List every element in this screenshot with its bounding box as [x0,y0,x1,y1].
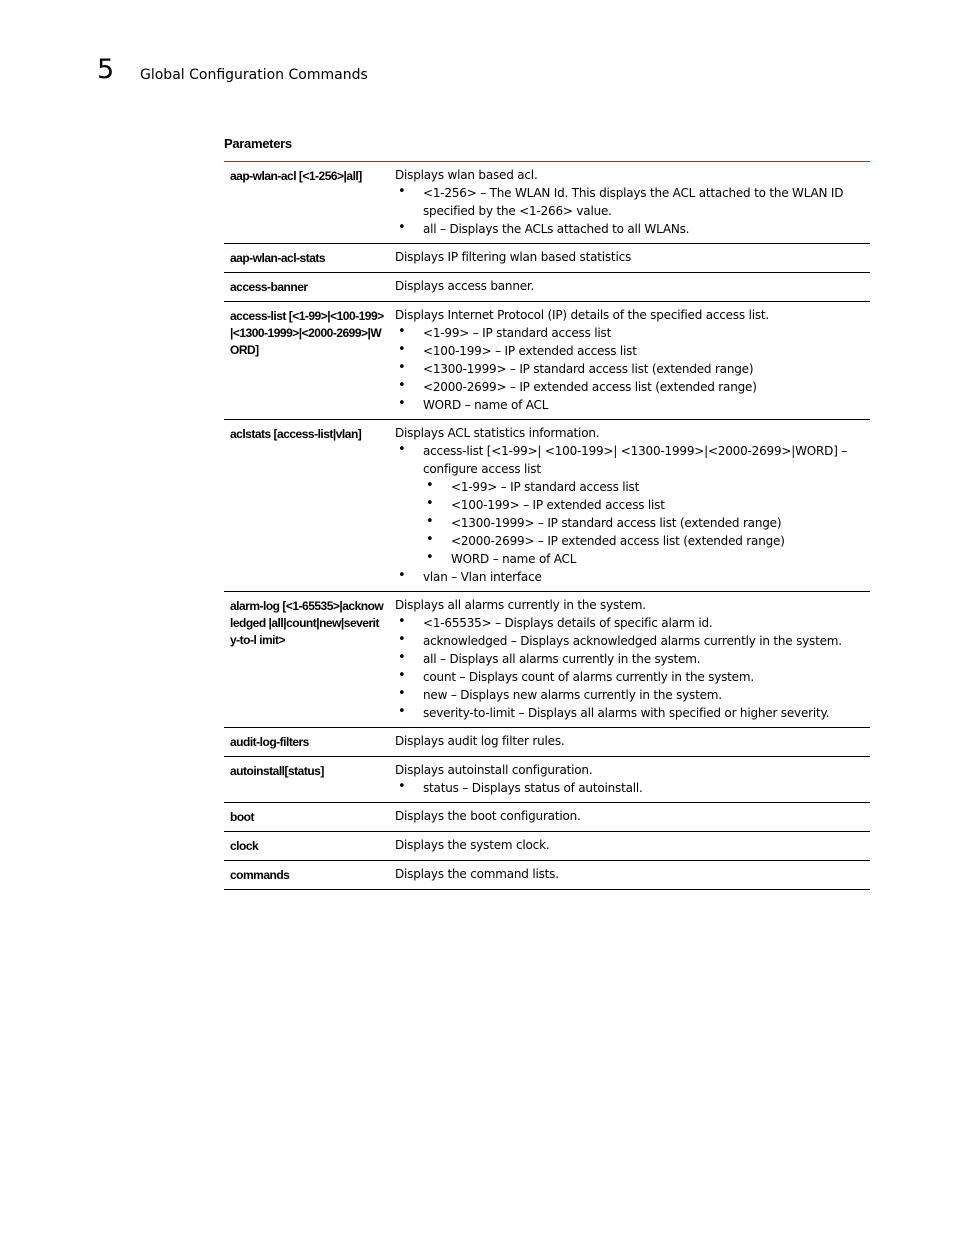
sub-list-item: • <1300-1999> – IP standard access list (extended range) [395,514,870,532]
description-text: Displays audit log filter rules. [395,734,565,748]
list-item: • new – Displays new alarms currently in the system. [395,686,870,704]
parameters-table [224,161,870,890]
list-item: • vlan – Vlan interface [395,568,870,586]
table-row [224,832,870,861]
command-description [389,731,870,751]
table-row [224,757,870,803]
list-item: • <2000-2699> – IP extended access list (extended range) [395,378,870,396]
description-text: Displays wlan based acl. [395,168,538,182]
command-name: clock [230,839,259,853]
command-name: alarm-log [<1-65535>|acknowledged |all|count|new|severity-to-l imit> [230,599,384,647]
table-row [224,273,870,302]
description-text: Displays Internet Protocol (IP) details of the specified access list. [395,308,770,322]
section-heading: Parameters [224,136,292,151]
sub-bullet-list [395,478,870,568]
bullet-list [395,324,870,414]
description-text: Displays the command lists. [395,867,559,881]
list-item: • severity-to-limit – Displays all alarms with specified or higher severity. [395,704,870,722]
description-text: Displays access banner. [395,279,535,293]
command-name: access-list [<1-99>|<100-199>|<1300-1999>|<2000-2699>|WORD] [230,309,384,357]
list-item: • acknowledged – Displays acknowledged alarms currently in the system. [395,632,870,650]
table-row [224,244,870,273]
list-item: • <1-99> – IP standard access list [395,324,870,342]
command-name: autoinstall[status] [230,764,324,778]
chapter-title: Global Configuration Commands [140,67,368,83]
command-name: boot [230,810,254,824]
description-text: Displays ACL statistics information. [395,426,600,440]
list-item: • <1-65535> – Displays details of specific alarm id. [395,614,870,632]
bullet-list [395,614,870,722]
sub-list-item: • <2000-2699> – IP extended access list (extended range) [395,532,870,550]
list-item: • all – Displays the ACLs attached to all WLANs. [395,220,870,238]
bullet-list [395,442,870,478]
bullet-list [395,568,870,586]
description-text: Displays IP filtering wlan based statistics [395,250,632,264]
table-row [224,162,870,244]
sub-list-item: • <1-99> – IP standard access list [395,478,870,496]
sub-list-item: • <100-199> – IP extended access list [395,496,870,514]
command-description [389,835,870,855]
table-row [224,861,870,890]
command-description [389,806,870,826]
command-description [389,165,870,238]
description-text: Displays the boot configuration. [395,809,581,823]
list-item: • <1300-1999> – IP standard access list (extended range) [395,360,870,378]
command-description [389,247,870,267]
command-name: aap-wlan-acl-stats [230,251,326,265]
table-row [224,803,870,832]
command-name: audit-log-filters [230,735,309,749]
description-text: Displays all alarms currently in the system. [395,598,646,612]
description-text: Displays autoinstall configuration. [395,763,593,777]
chapter-number: 5 [97,54,115,85]
list-item: • <100-199> – IP extended access list [395,342,870,360]
list-item: • <1-256> – The WLAN Id. This displays the ACL attached to the WLAN ID specified by the <1-266> value. [395,184,870,220]
command-description [389,864,870,884]
command-name: access-banner [230,280,308,294]
command-description [389,595,870,722]
command-description [389,423,870,586]
description-text: Displays the system clock. [395,838,550,852]
list-item: • WORD – name of ACL [395,396,870,414]
list-item: • all – Displays all alarms currently in the system. [395,650,870,668]
list-item: • status – Displays status of autoinstall. [395,779,870,797]
table-row [224,302,870,420]
sub-list-item: • WORD – name of ACL [395,550,870,568]
list-item: • access-list [<1-99>| <100-199>| <1300-1999>|<2000-2699>|WORD] – configure access list [395,442,870,478]
command-description [389,305,870,414]
bullet-list [395,184,870,238]
table-row [224,420,870,592]
command-name: aclstats [access-list|vlan] [230,427,362,441]
table-row [224,728,870,757]
list-item: • count – Displays count of alarms currently in the system. [395,668,870,686]
command-description [389,276,870,296]
command-description [389,760,870,797]
bullet-list [395,779,870,797]
command-name: commands [230,868,290,882]
table-row [224,592,870,728]
command-name: aap-wlan-acl [<1-256>|all] [230,169,362,183]
